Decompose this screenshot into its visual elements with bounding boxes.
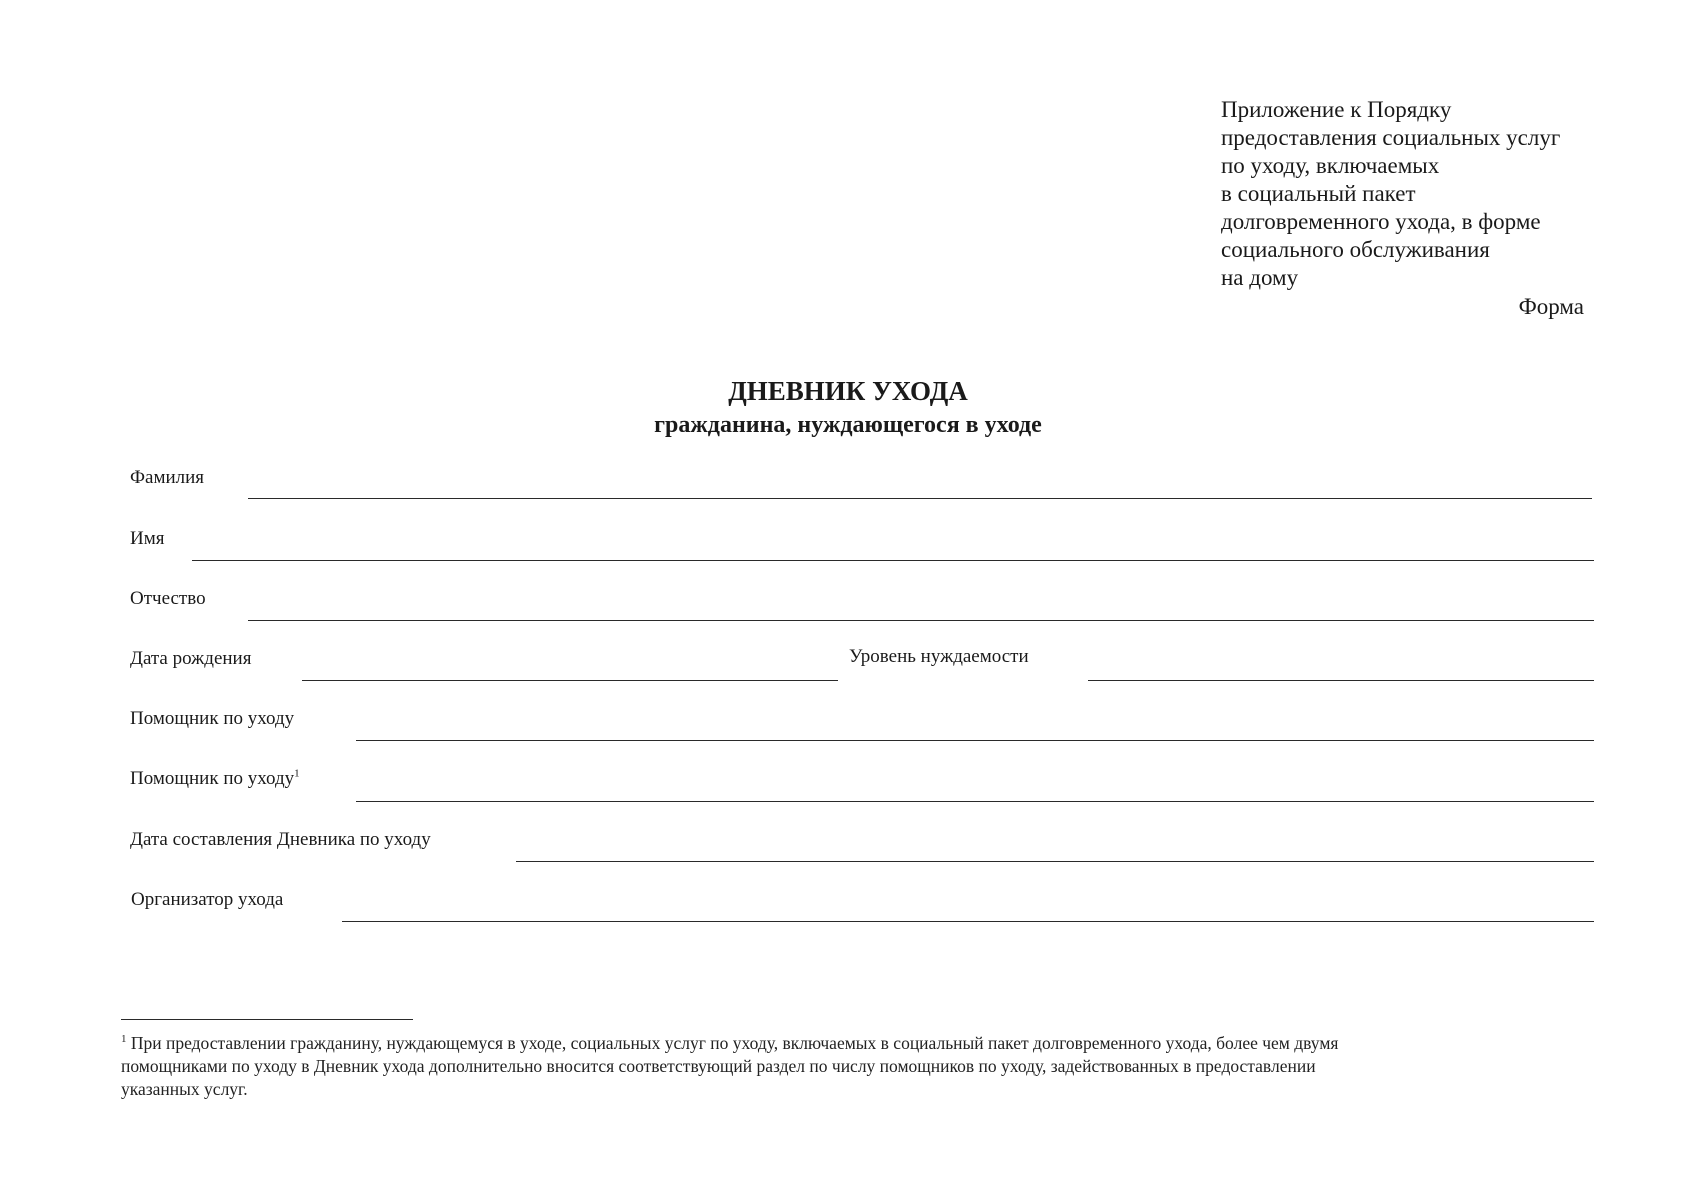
footnote-line bbox=[121, 1032, 1591, 1055]
annex-line: предоставления социальных услуг bbox=[1221, 125, 1561, 150]
need-level-label: Уровень нуждаемости bbox=[849, 646, 1029, 667]
first-name-field[interactable] bbox=[192, 560, 1594, 561]
footnote-line: указанных услуг. bbox=[121, 1079, 248, 1099]
care-assistant-2-field[interactable] bbox=[356, 801, 1594, 802]
annex-line: в социальный пакет bbox=[1221, 181, 1416, 206]
care-assistant-2-text: Помощник по уходу bbox=[130, 768, 295, 789]
care-organizer-label: Организатор ухода bbox=[131, 889, 284, 910]
footnote bbox=[121, 1032, 1591, 1101]
footnote-line: помощниками по уходу в Дневник ухода дополнительно вносится соответствующий раздел по числу помощников по уходу, задействованных в предоставлении bbox=[121, 1056, 1316, 1076]
care-assistant-2-label bbox=[130, 767, 300, 791]
care-assistant-label: Помощник по уходу bbox=[130, 708, 295, 729]
annex-line: социального обслуживания bbox=[1221, 237, 1490, 262]
diary-date-label: Дата составления Дневника по уходу bbox=[130, 829, 431, 850]
care-organizer-field[interactable] bbox=[342, 921, 1594, 922]
patronymic-field[interactable] bbox=[248, 620, 1594, 621]
surname-label: Фамилия bbox=[130, 467, 205, 488]
footnote-text: При предоставлении гражданину, нуждающемуся в уходе, социальных услуг по уходу, включаемых в социальный пакет долговременного ухода, более чем двумя bbox=[130, 1033, 1339, 1053]
footnote-reference: 1 bbox=[294, 767, 300, 780]
patronymic-label: Отчество bbox=[130, 588, 206, 609]
first-name-label: Имя bbox=[130, 528, 165, 549]
birth-date-field[interactable] bbox=[302, 680, 838, 681]
footnote-mark: 1 bbox=[121, 1033, 127, 1046]
annex-line: по уходу, включаемых bbox=[1221, 153, 1440, 178]
surname-field[interactable] bbox=[248, 498, 1592, 499]
document-subtitle: гражданина, нуждающегося в уходе bbox=[654, 412, 1042, 438]
form-label: Форма bbox=[1518, 294, 1584, 319]
document-title: ДНЕВНИК УХОДА bbox=[728, 376, 968, 406]
birth-date-label: Дата рождения bbox=[130, 648, 252, 669]
footnote-divider bbox=[121, 1019, 413, 1020]
diary-date-field[interactable] bbox=[516, 861, 1594, 862]
annex-header bbox=[1221, 96, 1601, 292]
annex-line: Приложение к Порядку bbox=[1221, 97, 1452, 122]
care-assistant-field[interactable] bbox=[356, 740, 1594, 741]
annex-line: на дому bbox=[1221, 265, 1299, 290]
need-level-field[interactable] bbox=[1088, 680, 1594, 681]
annex-line: долговременного ухода, в форме bbox=[1221, 209, 1541, 234]
